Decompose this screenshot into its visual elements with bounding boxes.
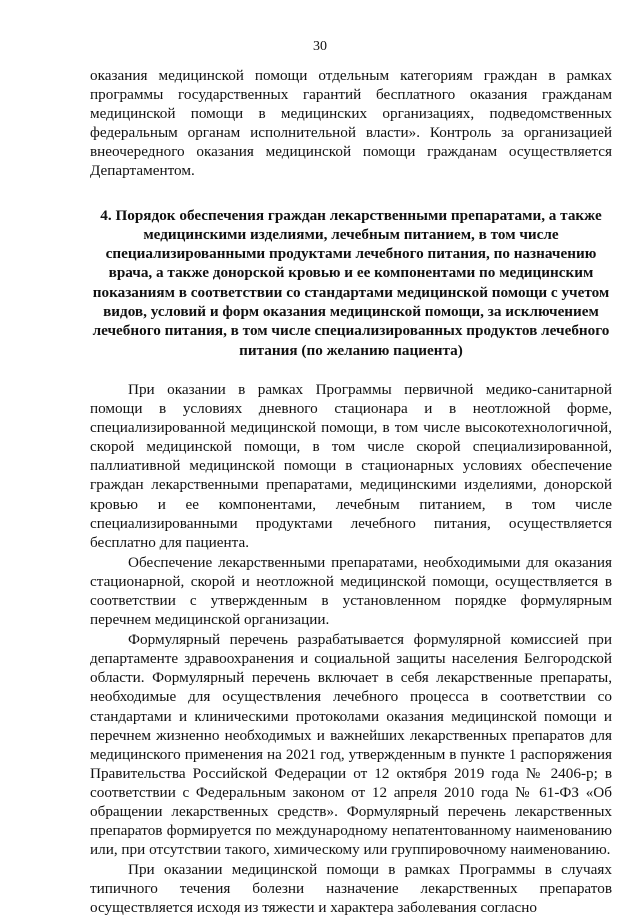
intro-paragraph: оказания медицинской помощи отдельным категориям граждан в рамках программы государственных гарантий бесплатного оказания гражданам медицинской помощи в медицинских организациях, подведомственных федеральным органам исполнительной власти». Контроль за организацией внеочередного оказания медицинской помощи гражданам осуществляется Департаментом. [90, 67, 612, 180]
body-paragraph-4: При оказании медицинской помощи в рамках Программы в случаях типичного течения болезни назначение лекарственных препаратов осуществляется исходя из тяжести и характера заболевания согласно [90, 861, 612, 917]
page-content [90, 66, 612, 918]
section-heading: 4. Порядок обеспечения граждан лекарственными препаратами, а также медицинскими изделиями, лечебным питанием, в том числе специализированными продуктами лечебного питания, по назначению врача, а также донорской кровью и ее компонентами по медицинским показаниям в соответствии со стандартами медицинской помощи с учетом видов, условий и форм оказания медицинской помощи, за исключением лечебного питания, в том числе специализированных продуктов лечебного питания (по желанию пациента) [92, 206, 610, 359]
body-paragraph-3: Формулярный перечень разрабатывается формулярной комиссией при департаменте здравоохранения и социальной защиты населения Белгородской области. Формулярный перечень включает в себя лекарственные препараты, необходимые для осуществления лечебного процесса в соответствии со стандартами и клиническими протоколами оказания медицинской помощи и перечнем жизненно необходимых и важнейших лекарственных препаратов для медицинского применения на 2021 год, утвержденным в пункте 1 распоряжения Правительства Российской Федерации от 12 октября 2019 года № 2406-р; в соответствии с Федеральным законом от 12 апреля 2010 года № 61-ФЗ «Об обращении лекарственных средств». Формулярный перечень лекарственных препаратов формируется по международному непатентованному наименованию или, при отсутствии такого, химическому или группировочному наименованию. [90, 631, 612, 859]
body-paragraph-2: Обеспечение лекарственными препаратами, необходимыми для оказания стационарной, скорой и неотложной медицинской помощи, осуществляется в соответствии с утвержденным в установленном порядке формулярным перечнем медицинской организации. [90, 553, 612, 629]
body-paragraph-1: При оказании в рамках Программы первичной медико-санитарной помощи в условиях дневного стационара и в неотложной форме, специализированной медицинской помощи, в том числе высокотехнологичной, скорой медицинской помощи, в том числе скорой специализированной, паллиативной медицинской помощи в стационарных условиях обеспечение граждан лекарственными препаратами, медицинскими изделиями, донорской кровью и ее компонентами, лечебным питанием, в том числе специализированными продуктами лечебного питания, осуществляется бесплатно для пациента. [90, 380, 612, 551]
page-number: 30 [313, 39, 327, 54]
